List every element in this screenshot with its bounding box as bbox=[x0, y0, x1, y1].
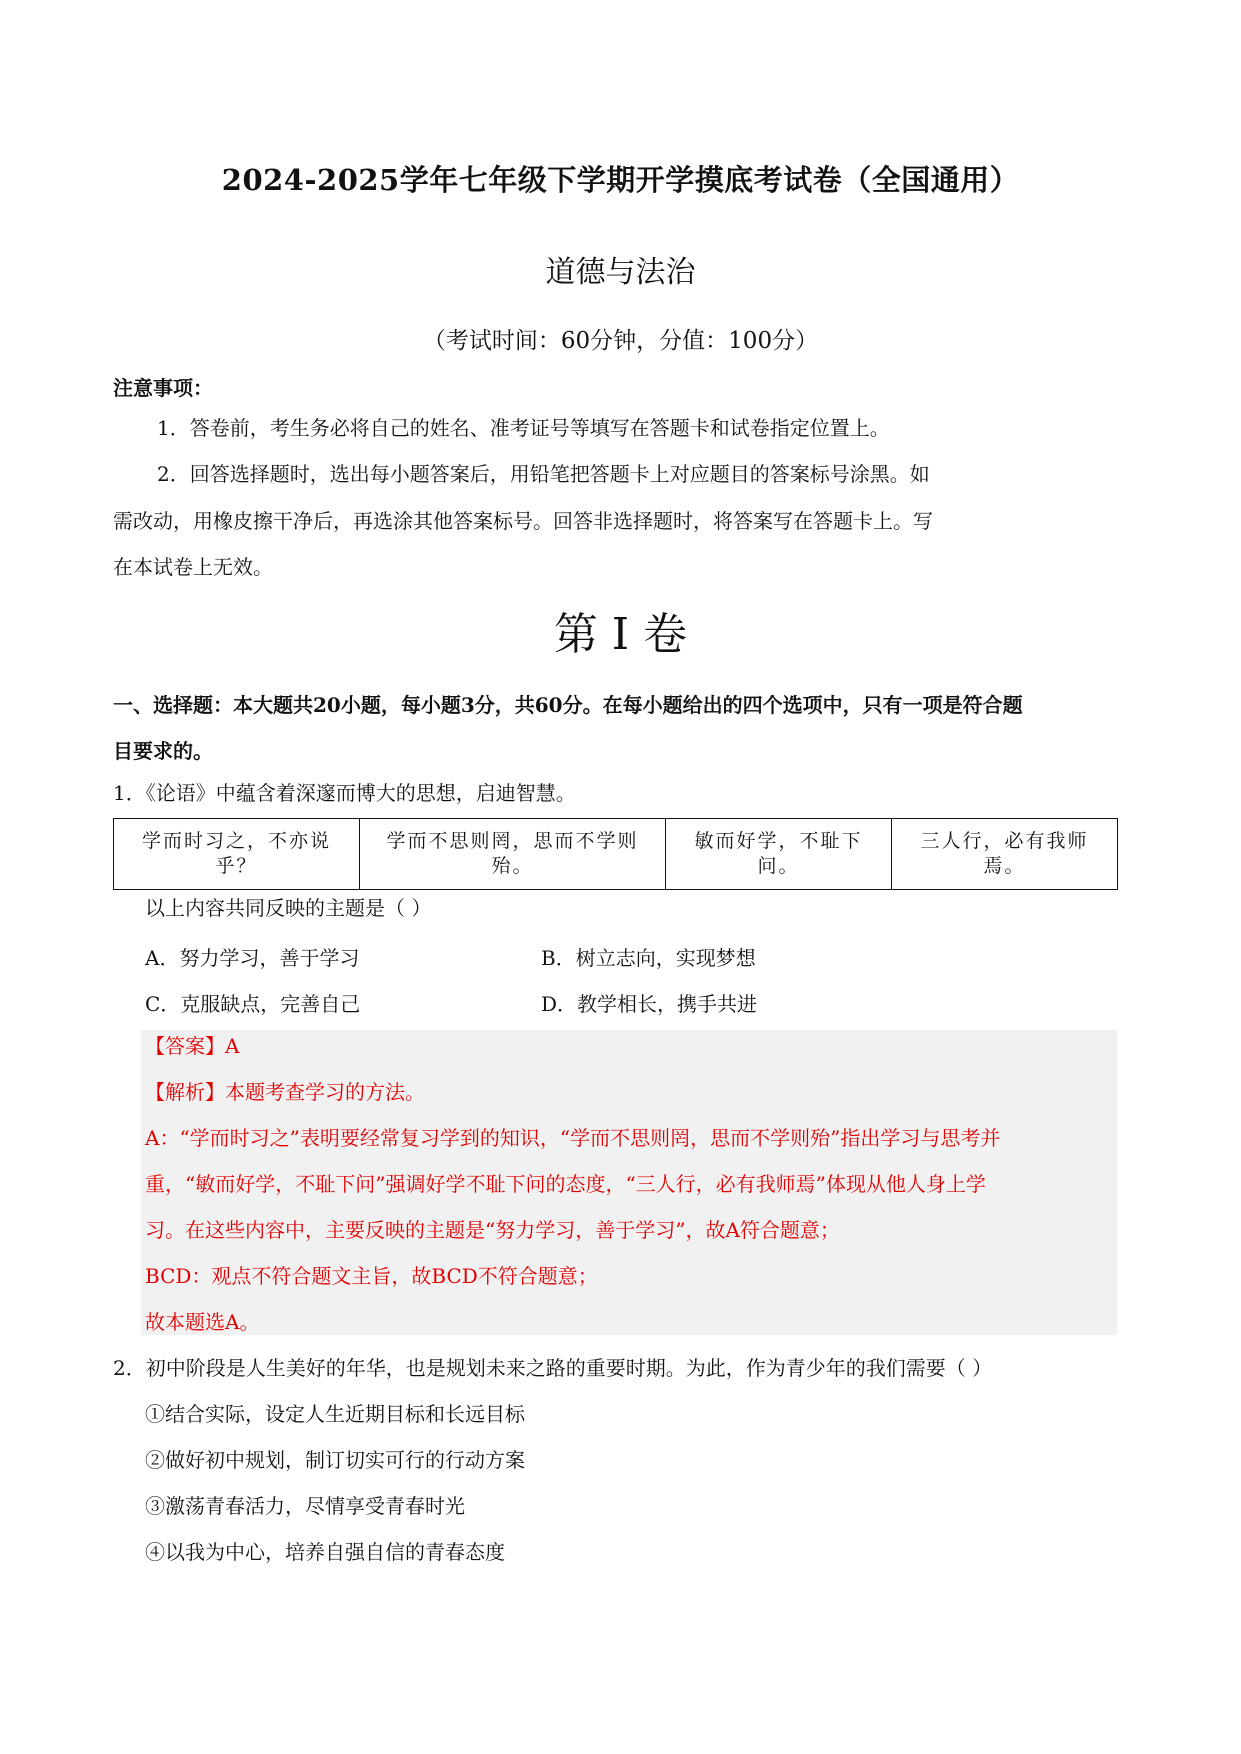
volume-title: 第 I 卷 bbox=[553, 609, 688, 660]
q2-item-1: ①结合实际，设定人生近期目标和长远目标 bbox=[145, 1402, 525, 1426]
q1-analysis-heading: 【解析】本题考查学习的方法。 bbox=[145, 1080, 425, 1104]
q1-option-a: A．努力学习，善于学习 bbox=[145, 946, 360, 970]
q1-analysis-line-1: A：“学而时习之”表明要经常复习学到的知识，“学而不思则罔，思而不学则殆”指出学习与思考并 bbox=[145, 1126, 1001, 1150]
quote-cell-3: 敏而好学，不耻下问。 bbox=[666, 819, 892, 890]
section-heading-line-2: 目要求的。 bbox=[113, 739, 213, 763]
subject-title: 道德与法治 bbox=[545, 255, 696, 290]
q1-analysis-line-4: BCD：观点不符合题文主旨，故BCD不符合题意； bbox=[145, 1264, 598, 1288]
quote-table-row bbox=[114, 819, 1118, 890]
q1-option-b: B．树立志向，实现梦想 bbox=[541, 946, 756, 970]
q1-question: 以上内容共同反映的主题是（ ） bbox=[145, 896, 432, 920]
notice-heading: 注意事项： bbox=[113, 376, 213, 400]
q2-item-3: ③激荡青春活力，尽情享受青春时光 bbox=[145, 1494, 465, 1518]
section-heading-line-1: 一、选择题：本大题共20小题，每小题3分，共60分。在每小题给出的四个选项中，只有一项是符合题 bbox=[113, 693, 1023, 717]
q1-option-c: C．克服缺点，完善自己 bbox=[145, 992, 361, 1016]
q1-stem: 1．《论语》中蕴含着深邃而博大的思想，启迪智慧。 bbox=[113, 781, 576, 805]
notice-item-1: 1．答卷前，考生务必将自己的姓名、准考证号等填写在答题卡和试卷指定位置上。 bbox=[157, 416, 890, 440]
q2-stem: 2．初中阶段是人生美好的年华，也是规划未来之路的重要时期。为此，作为青少年的我们需要（ ） bbox=[113, 1356, 993, 1380]
notice-item-2-line-2: 需改动，用橡皮擦干净后，再选涂其他答案标号。回答非选择题时，将答案写在答题卡上。写 bbox=[113, 509, 933, 533]
q1-option-d: D．教学相长，携手共进 bbox=[541, 992, 758, 1016]
q1-answer: 【答案】A bbox=[145, 1034, 240, 1058]
quote-cell-4: 三人行，必有我师焉。 bbox=[892, 819, 1118, 890]
notice-item-2-line-1: 2．回答选择题时，选出每小题答案后，用铅笔把答题卡上对应题目的答案标号涂黑。如 bbox=[157, 462, 930, 486]
quote-cell-2: 学而不思则罔，思而不学则殆。 bbox=[360, 819, 666, 890]
q2-item-2: ②做好初中规划，制订切实可行的行动方案 bbox=[145, 1448, 525, 1472]
q1-analysis-line-2: 重，“敏而好学，不耻下问”强调好学不耻下问的态度，“三人行，必有我师焉”体现从他人身上学 bbox=[145, 1172, 986, 1196]
exam-info: （考试时间：60分钟，分值：100分） bbox=[422, 328, 819, 354]
q1-analysis-line-3: 习。在这些内容中，主要反映的主题是“努力学习，善于学习”，故A符合题意； bbox=[145, 1218, 840, 1242]
notice-item-2-line-3: 在本试卷上无效。 bbox=[113, 555, 273, 579]
quote-table bbox=[113, 818, 1118, 890]
quote-cell-1: 学而时习之，不亦说乎？ bbox=[114, 819, 360, 890]
exam-title: 2024-2025学年七年级下学期开学摸底考试卷（全国通用） bbox=[221, 163, 1020, 197]
q2-item-4: ④以我为中心，培养自强自信的青春态度 bbox=[145, 1540, 505, 1564]
q1-analysis-line-5: 故本题选A。 bbox=[145, 1310, 260, 1334]
